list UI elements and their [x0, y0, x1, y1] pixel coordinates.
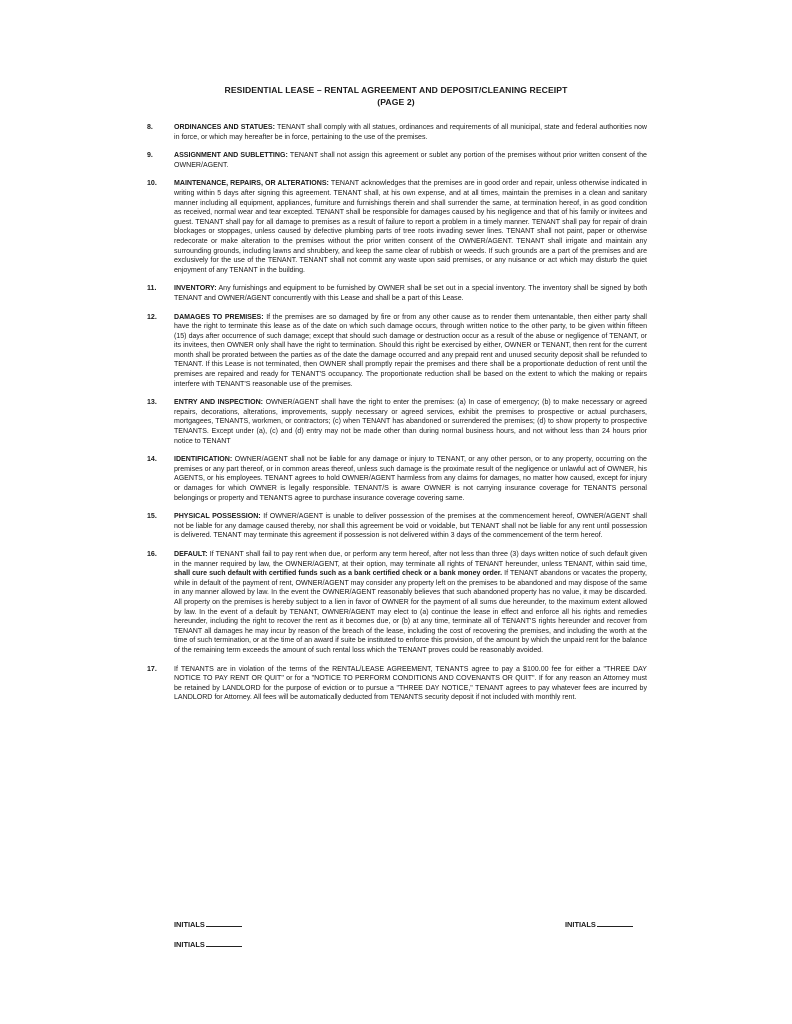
section-body-continued: If TENANT abandons or vacates the property, while in default of the payment of rent, OWNER/AGENT may consider any property left on the premises to be abandoned and may dispose of the same in any manner allowed by law. In the event the OWNER/AGENT reasonably believes that such abandoned property has no value, it may be discarded. All property on the premises is hereby subject to a lien in favor of OWNER for the payment of all sums due hereunder, to the maximum extent allowed by law. In the event of a default by TENANT, OWNER/AGENT may elect to (a) continue the lease in effect and enforce all his rights and remedies hereunder, including the right to recover the rent as it becomes due, or (b) at any time, terminate all of TENANT'S rights hereunder and recover from TENANT all damages he may incur by reason of the breach of the lease, including the cost of recovering the premises, and including the worth at the time of such termination, or at the time of an award if suite be instituted to enforce this provision, of the amount by which the unpaid rent for the balance of the remaining term exceeds the amount of such rental loss which the TENANT proves could be reasonably avoided.: [174, 570, 647, 654]
initials-left-1: [174, 919, 242, 929]
section-body: If TENANTS are in violation of the terms of the RENTAL/LEASE AGREEMENT, TENANTS agree to pay a $100.00 fee for either a "THREE DAY NOTICE TO PAY RENT OR QUIT" or for a "NOTICE TO PERFORM CONDITIONS AND COVENANTS OR QUIT". If for any reason an Attorney must be retained by LANDLORD for the purpose of eviction or to pursue a "THREE DAY NOTICE," TENANT agrees to pay whatever fees are incurred by LANDLORD for Attorney. All fees will be automatically deducted from TENANTS security deposit if not included with monthly rent.: [174, 665, 647, 702]
section-heading: DAMAGES TO PREMISES:: [174, 313, 264, 321]
section-number: 14.: [147, 456, 157, 464]
section-heading: MAINTENANCE, REPAIRS, OR ALTERATIONS:: [174, 180, 329, 188]
section-body-emphasis: shall cure such default with certified funds such as a bank certified check or a bank money order.: [174, 570, 503, 578]
section-number: 17.: [147, 665, 157, 673]
section-fees: [147, 665, 647, 703]
section-default: [147, 550, 647, 656]
section-body: If the premises are so damaged by fire or from any other cause as to render them untenantable, then either party shall have the right to terminate this lease as of the date on which such damage occurs, through written notice to the other party, to be given within fifteen (15) days after occurrence of such damage; except that should such damage or destruction occur as a result of the abuse or negligence of TENANT, or its invitees, then OWNER only shall have the right to termination. Should this right be exercised by either, OWNER or TENANT, then rent for the current month shall be prorated between the parties as of the date the damage occurred and any prepaid rent and unused security deposit shall be refunded to TENANT. If this Lease is not terminated, then OWNER shall promptly repair the premises and there shall be a proportionate deduction of rent until the premises are repaired and ready for TENANT'S occupancy. The proportionate reduction shall be based on the extent to which the making or repairs interfere with TENANT'S reasonable use of the premises.: [174, 313, 647, 388]
initials-blank[interactable]: [597, 919, 633, 927]
section-damages: [147, 313, 647, 390]
section-body: TENANT shall comply with all statues, ordinances and requirements of all municipal, state and federal authorities now in force, or which may hereafter be in force, pertaining to the use of the premises.: [174, 124, 648, 141]
section-number: 12.: [147, 313, 157, 321]
section-body: Any furnishings and equipment to be furnished by OWNER shall be set out in a special inventory. The inventory shall be signed by both TENANT and OWNER/AGENT concurrently with this Lease and shall be a part of this Lease.: [174, 285, 647, 302]
section-heading: PHYSICAL POSSESSION:: [174, 513, 261, 521]
section-heading: ORDINANCES AND STATUES:: [174, 124, 275, 131]
section-number: 16.: [147, 550, 157, 558]
section-entry: [147, 398, 647, 446]
title-line-2: (PAGE 2): [377, 97, 415, 107]
initials-blank[interactable]: [206, 919, 242, 927]
initials-label: INITIALS: [174, 940, 205, 949]
section-number: 13.: [147, 399, 157, 407]
title-line-1: RESIDENTIAL LEASE – RENTAL AGREEMENT AND DEPOSIT/CLEANING RECEIPT: [224, 85, 568, 95]
section-number: 9.: [147, 152, 153, 160]
initials-label: INITIALS: [565, 920, 596, 929]
section-heading: ENTRY AND INSPECTION:: [174, 399, 264, 407]
initials-right-1: [565, 919, 633, 929]
section-heading: INVENTORY:: [174, 285, 217, 293]
section-number: 15.: [147, 513, 157, 521]
section-number: 10.: [147, 180, 157, 188]
section-body: OWNER/AGENT shall not be liable for any damage or injury to TENANT, or any other person, or to any property, occurring on the premises or any part thereof, or in common areas thereof, unless such damage is the proximate result of the negligence or unlawful act of OWNER, his AGENTS, or his employees. TENANT agrees to hold OWNER/AGENT harmless from any claims for damages, no matter how caused, except for injury or damages for which OWNER is legally responsible. TENANT/S is aware OWNER is not carrying insurance coverage for TENANTS personal belongings or property and TENANTS agree to purchase insurance coverage covering same.: [174, 456, 647, 502]
section-body: TENANT shall not assign this agreement or sublet any portion of the premises without prior written consent of the OWNER/AGENT.: [174, 152, 647, 169]
section-body: If OWNER/AGENT is unable to deliver possession of the premises at the commencement hereof, OWNER/AGENT shall not be liable for any damage caused thereby, nor shall this agreement be void or voidable, but TENANT shall not be liable for any rent until possession is delivered. TENANT may terminate this agreement if possession is not delivered within 3 days of the commencement of the term hereof.: [174, 513, 647, 540]
initials-left-2: [174, 939, 242, 949]
lease-sections: [147, 123, 647, 712]
section-ordinances: [147, 123, 647, 142]
section-possession: [147, 512, 647, 541]
initials-label: INITIALS: [174, 920, 205, 929]
section-number: 8.: [147, 124, 153, 131]
section-body: TENANT acknowledges that the premises are in good order and repair, unless otherwise indicated in writing within 5 days after signing this agreement. TENANT shall, at his own expense, and at all times, maintain the premises in a clean and sanitary manner including all equipment, appliances, furniture and furnishings therein and shall surrender the same, at termination hereof, in as good condition as received, normal wear and tear excepted. TENANT shall be responsible for damages caused by his negligence and that of his family or invitees and guest. TENANT shall pay for all damage to premises as a result of failure to report a problem in a timely manner. TENANT shall pay for repair of drain blockages or stoppages, unless caused by defective plumbing parts of tree roots invading sewer lines. TENANT shall not paint, paper or otherwise redecorate or make alteration to the premises without the prior written consent of the OWNER/AGENT. TENANT shall irrigate and maintain any surrounding grounds, including lawns and shrubbery, and keep the same clear of rubbish or weeds. If such grounds are a part of the premises and are exclusively for the use of the TENANT. TENANT shall not commit any waste upon said premises, or any nuisance or act which may disturb the quiet enjoyment of any TENANT in the building.: [174, 180, 647, 274]
section-heading: DEFAULT:: [174, 550, 208, 558]
section-heading: ASSIGNMENT AND SUBLETTING:: [174, 152, 288, 160]
section-maintenance: [147, 179, 647, 275]
section-inventory: [147, 284, 647, 303]
section-identification: [147, 455, 647, 503]
section-body: If TENANT shall fail to pay rent when due, or perform any term hereof, after not less than three (3) days written notice of such default given in the manner required by law, the OWNER/AGENT, at their option, may terminate all rights of TENANT hereunder, unless TENANT, within said time,: [174, 550, 647, 568]
section-heading: IDENTIFICATION:: [174, 456, 233, 464]
section-body: OWNER/AGENT shall have the right to enter the premises: (a) In case of emergency; (b) to make necessary or agreed repairs, decorations, alterations, improvements, supply necessary or agreed services, exhibit the premises to prospective or actual purchasers, mortgagees, TENANTS, workmen, or contractors; (c) when TENANT has abandoned or surrendered the premises; (d) to show property to prospective TENANTS. Except under (a), (c) and (d) entry may not be made other than during normal business hours, and not without less than 24 hours prior notice to TENANT: [174, 399, 647, 445]
section-assignment: [147, 151, 647, 170]
page-title: [0, 84, 792, 108]
initials-blank[interactable]: [206, 939, 242, 947]
section-number: 11.: [147, 285, 157, 293]
